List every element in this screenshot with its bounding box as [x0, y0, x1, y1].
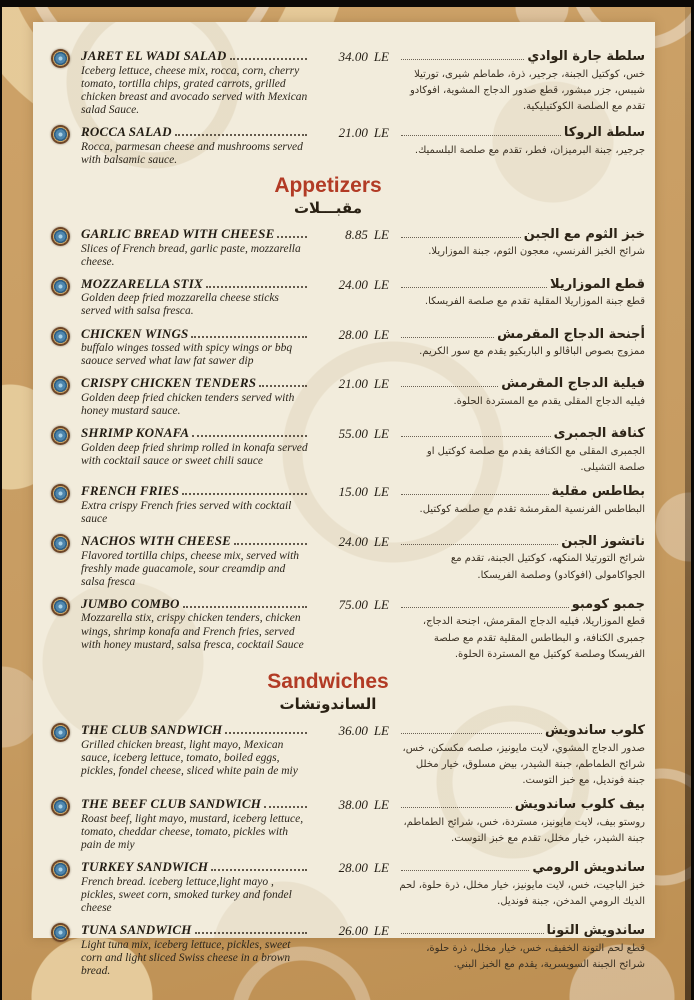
dotted-leader-ar [401, 807, 512, 808]
menu-sheet [33, 22, 655, 977]
item-price: 75.00 [338, 596, 368, 612]
item-currency: LE [373, 276, 389, 292]
item-description-ar: فيليه الدجاج المقلى يقدم مع المستردة الحلوة. [453, 395, 645, 407]
menu-item [51, 375, 645, 418]
item-currency: LE [373, 860, 389, 876]
menu-item [51, 859, 645, 915]
item-description-en: Golden deep fried chicken tenders served with honey mustard sauce. [81, 391, 295, 418]
medallion-bullet-icon [51, 860, 70, 879]
item-arabic-block [397, 859, 645, 910]
item-currency: LE [373, 376, 389, 392]
dotted-leader [277, 236, 307, 238]
item-currency: LE [373, 49, 389, 64]
item-english-block [81, 276, 309, 319]
dotted-leader-ar [401, 386, 498, 387]
bullet-wrap [51, 276, 81, 296]
item-english-block [81, 375, 309, 418]
item-english-block [81, 796, 309, 852]
item-name-ar: ناتشوز الجبن [561, 533, 645, 549]
dotted-leader [191, 336, 307, 338]
item-english-block [81, 48, 309, 117]
dotted-leader [182, 493, 307, 495]
dotted-leader [234, 543, 307, 545]
item-name-ar: أجنحة الدجاج المقرمش [497, 326, 645, 342]
item-english-block [81, 596, 309, 652]
dotted-leader [183, 606, 307, 608]
item-price-block [309, 722, 397, 739]
bullet-wrap [51, 124, 81, 144]
bullet-wrap [51, 483, 81, 503]
item-price-block [309, 796, 397, 813]
item-arabic-block [397, 722, 645, 789]
item-english-block [81, 226, 309, 269]
item-description-ar: جرجير، جبنة البرميزان، فطر، تقدم مع صلصة البلسميك. [414, 144, 645, 156]
menu-item [51, 124, 645, 167]
item-arabic-block [397, 596, 645, 663]
item-price-block [309, 533, 397, 550]
section-items [51, 48, 645, 167]
item-arabic-block [397, 533, 645, 584]
section-items [51, 226, 645, 663]
item-description-en: Slices of French bread, garlic paste, mozzarella cheese. [81, 242, 301, 268]
item-english-block [81, 922, 309, 978]
bullet-wrap [51, 326, 81, 346]
item-name-ar: جمبو كومبو [571, 596, 645, 612]
bullet-wrap [51, 533, 81, 553]
item-currency: LE [373, 723, 389, 739]
item-description-en: Extra crispy French fries served with cocktail sauce [81, 499, 292, 525]
bullet-wrap [51, 425, 81, 445]
item-description-ar: خس، كوكتيل الجبنة، جرجير، ذرة، طماطم شيرى، تورتيلا شيبس، جزر مبشور، قطع صدور الدجاج المشوية، افوكادو تقدم مع الصلصة الكوكتيليكية. [409, 68, 645, 112]
section-title-en: Appetizers [274, 173, 382, 197]
dotted-leader-ar [401, 494, 549, 495]
dotted-leader-ar [401, 337, 494, 338]
item-price-block [309, 483, 397, 500]
item-price: 15.00 [338, 484, 368, 500]
item-price: 28.00 [338, 326, 368, 342]
bullet-wrap [51, 375, 81, 395]
item-description-en: French bread. iceberg lettuce,light mayo , pickles, sweet corn, smoked turkey and fondel cheese [81, 875, 292, 914]
menu-item [51, 326, 645, 369]
item-name-ar: فيلية الدجاج المقرمش [501, 376, 645, 392]
item-description-ar: البطاطس الفرنسية المقرمشة تقدم مع صلصة كوكتيل. [419, 503, 645, 515]
item-price: 55.00 [338, 426, 368, 442]
item-name-ar: كنافة الجمبرى [553, 426, 645, 442]
item-arabic-block [397, 483, 645, 518]
item-english-block [81, 326, 309, 369]
item-currency: LE [373, 797, 389, 813]
item-name-en: SHRIMP KONAFA [81, 425, 190, 441]
menu-item [51, 276, 645, 319]
menu-item [51, 922, 645, 978]
dotted-leader-ar [401, 607, 569, 608]
item-description-ar: صدور الدجاج المشوي، لايت مايونيز، صلصه مكسكن، خس، شرائح الطماطم، جبنة الشيدر، بيض مسلوق، خيار مخلل جبنة فونديل، مع خبز التوست. [402, 742, 645, 786]
item-arabic-block [397, 48, 645, 115]
item-name-ar: بطاطس مقلية [551, 484, 645, 500]
menu-section-appetizers [51, 174, 645, 663]
section-title-ar: الساندوتشات [279, 695, 377, 714]
menu-body [51, 48, 645, 978]
item-description-en: Iceberg lettuce, cheese mix, rocca, corn, cherry tomato, tortilla chips, grated carrots, grilled chicken breast and avocado served with Mexican salad Sauce. [81, 64, 308, 116]
menu-item [51, 48, 645, 117]
dotted-leader-ar [401, 436, 551, 437]
item-description-ar: شرائح الخبز الفرنسي، معجون الثوم، جبنة الموزاريلا. [428, 246, 645, 258]
item-description-ar: قطع جبنة الموزاريلا المقلية تقدم مع صلصة الفريسكا. [424, 296, 645, 308]
menu-section-sandwiches [51, 670, 645, 978]
dotted-leader-ar [401, 237, 521, 238]
item-arabic-block [397, 425, 645, 476]
item-description-en: Light tuna mix, iceberg lettuce, pickles, sweet corn and light sliced Swiss cheese in a brown bread. [81, 938, 291, 977]
dotted-leader-ar [401, 59, 524, 60]
dotted-leader-ar [401, 544, 558, 545]
item-price-block [309, 922, 397, 939]
section-header-sandwiches [51, 670, 605, 713]
dotted-leader-ar [401, 733, 542, 734]
item-price: 34.00 [338, 49, 368, 64]
menu-item [51, 796, 645, 852]
item-english-block [81, 859, 309, 915]
dotted-leader [175, 134, 307, 136]
bullet-wrap [51, 922, 81, 942]
dotted-leader [206, 286, 307, 288]
medallion-bullet-icon [51, 376, 70, 395]
item-description-ar: قطع الموزاريلا، فيليه الدجاج المقرمش، اجنحة الدجاج، جمبرى الكنافة، و البطاطس المقلية تقدم مع صلصة الفريسكا وصلصة كوكتيل مع المستردة الحلوة. [422, 616, 645, 660]
item-currency: LE [373, 596, 389, 612]
item-price: 21.00 [338, 376, 368, 392]
menu-page-photo [2, 7, 691, 1000]
medallion-bullet-icon [51, 227, 70, 246]
item-name-ar: كلوب ساندويش [544, 723, 645, 739]
menu-item [51, 226, 645, 269]
item-description-en: Golden deep fried mozzarella cheese sticks served with salsa fresca. [81, 292, 279, 318]
menu-section-salads [51, 48, 645, 167]
section-items [51, 722, 645, 978]
item-price: 8.85 [345, 226, 368, 242]
medallion-bullet-icon [51, 49, 70, 68]
item-currency: LE [373, 426, 389, 442]
bullet-wrap [51, 596, 81, 616]
item-price-block [309, 226, 397, 243]
item-name-en: TURKEY SANDWICH [81, 859, 209, 875]
bullet-wrap [51, 722, 81, 742]
item-name-ar: قطع الموزاريلا [550, 276, 645, 292]
menu-item [51, 425, 645, 476]
bullet-wrap [51, 859, 81, 879]
item-description-ar: خبز الباجيت، خس، لايت مايونيز، خيار مخلل، ذرة حلوة، لحم الديك الرومي المدخن، جبنة فونديل. [399, 879, 645, 907]
item-name-ar: ساندويش الرومي [532, 860, 645, 876]
item-name-ar: ساندويش التونا [546, 923, 645, 938]
bullet-wrap [51, 796, 81, 816]
item-name-en: THE CLUB SANDWICH [81, 722, 223, 738]
item-arabic-block [397, 276, 645, 311]
item-price: 21.00 [338, 125, 368, 141]
item-english-block [81, 124, 309, 167]
item-arabic-block [397, 326, 645, 361]
menu-item [51, 483, 645, 526]
item-price: 38.00 [338, 797, 368, 813]
dotted-leader-ar [401, 135, 561, 136]
item-currency: LE [373, 484, 389, 500]
item-currency: LE [373, 125, 389, 141]
item-price-block [309, 596, 397, 613]
dotted-leader [211, 869, 307, 871]
item-price: 26.00 [338, 923, 368, 938]
dotted-leader [259, 385, 307, 387]
item-price-block [309, 326, 397, 343]
item-name-en: FRENCH FRIES [81, 483, 180, 499]
dotted-leader [230, 58, 307, 60]
dotted-leader [264, 806, 307, 808]
section-title-en: Sandwiches [267, 669, 389, 693]
menu-item [51, 722, 645, 789]
item-description-en: Rocca, parmesan cheese and mushrooms served with balsamic sauce. [81, 140, 303, 166]
item-english-block [81, 533, 309, 589]
item-price: 36.00 [338, 723, 368, 739]
section-title-ar: مقبـــلات [293, 198, 363, 217]
item-name-en: MOZZARELLA STIX [81, 275, 203, 291]
item-description-en: Flavored tortilla chips, cheese mix, served with freshly made guacamole, sour creamdip and salsa fresca [81, 549, 300, 588]
item-description-en: Golden deep fried shrimp rolled in konafa served with cocktail sauce or sweet chili sauce [81, 441, 308, 467]
bullet-wrap [51, 226, 81, 246]
item-price: 24.00 [338, 533, 368, 549]
dotted-leader [192, 435, 307, 437]
item-price: 24.00 [338, 276, 368, 292]
dotted-leader-ar [401, 870, 529, 871]
item-english-block [81, 425, 309, 468]
bullet-wrap [51, 48, 81, 68]
item-name-en: ROCCA SALAD [81, 124, 172, 140]
item-name-en: GARLIC BREAD WITH CHEESE [81, 225, 275, 241]
item-description-ar: الجمبرى المقلى مع الكنافة يقدم مع صلصة كوكتيل او صلصة التشيلى. [426, 445, 645, 473]
item-name-en: CHICKEN WINGS [81, 325, 189, 341]
item-price-block [309, 859, 397, 876]
item-currency: LE [373, 226, 389, 242]
item-description-en: buffalo winges tossed with spicy wings or bbq saouce served what law fat sawer dip [81, 342, 293, 368]
dotted-leader-ar [401, 933, 544, 934]
medallion-bullet-icon [51, 327, 70, 346]
medallion-bullet-icon [51, 125, 70, 144]
dotted-leader [225, 732, 307, 734]
item-name-en: CRISPY CHICKEN TENDERS [81, 375, 257, 391]
item-description-en: Roast beef, light mayo, mustard, iceberg lettuce, tomato, cheddar cheese, tomato, pickles with pain de miy [81, 812, 304, 851]
medallion-bullet-icon [51, 923, 70, 942]
item-price: 28.00 [338, 860, 368, 876]
medallion-bullet-icon [51, 277, 70, 296]
item-price-block [309, 276, 397, 293]
item-name-en: THE BEEF CLUB SANDWICH [81, 796, 262, 812]
item-name-ar: خبز الثوم مع الجبن [523, 226, 645, 242]
medallion-bullet-icon [51, 426, 70, 445]
item-name-ar: سلطة جارة الوادي [527, 49, 645, 64]
item-name-en: NACHOS WITH CHEESE [81, 532, 232, 548]
item-description-ar: شرائح التورتيلا المنكهه، كوكتيل الجبنة، تقدم مع الجواكامولى (افوكادو) وصلصة الفريسكا. [450, 553, 645, 581]
item-currency: LE [373, 923, 389, 938]
item-arabic-block [397, 226, 645, 261]
item-arabic-block [397, 796, 645, 847]
item-description-ar: قطع لحم التونة الخفيف، خس، خيار مخلل، ذرة حلوة، شرائح الجبنة السويسرية، يقدم مع الخبز البني. [426, 942, 645, 970]
medallion-bullet-icon [51, 723, 70, 742]
item-english-block [81, 483, 309, 526]
item-name-en: JARET EL WADI SALAD [81, 48, 227, 63]
section-header-appetizers [51, 174, 605, 217]
item-name-en: JUMBO COMBO [81, 595, 180, 611]
item-description-ar: روستو بيف، لايت مايونيز، مستردة، خس، شرائح الطماطم، جبنة الشيدر، خيار مخلل، تقدم مع خبز التوست. [403, 816, 645, 844]
item-name-en: TUNA SANDWICH [81, 922, 192, 937]
item-price-block [309, 48, 397, 65]
item-description-en: Grilled chicken breast, light mayo, Mexican sauce, iceberg lettuce, tomato, boiled eggs, pickles, fondel cheese, sliced white pain de miy [81, 738, 298, 777]
item-english-block [81, 722, 309, 778]
dotted-leader-ar [401, 287, 547, 288]
dotted-leader [195, 932, 307, 934]
item-name-ar: سلطة الروكا [563, 125, 645, 141]
item-description-en: Mozzarella stix, crispy chicken tenders, chicken wings, shrimp konafa and French fries, served with honey mustard, salsa fresca, cocktail Sauce [81, 612, 304, 651]
menu-item [51, 533, 645, 589]
menu-item [51, 596, 645, 663]
item-description-ar: ممزوج بصوص الباڤالو و الباربكيو يقدم مع سور الكريم. [419, 346, 645, 358]
medallion-bullet-icon [51, 597, 70, 616]
item-currency: LE [373, 326, 389, 342]
item-price-block [309, 425, 397, 442]
item-arabic-block [397, 124, 645, 159]
item-price-block [309, 375, 397, 392]
item-currency: LE [373, 533, 389, 549]
item-price-block [309, 124, 397, 141]
medallion-bullet-icon [51, 484, 70, 503]
medallion-bullet-icon [51, 797, 70, 816]
item-arabic-block [397, 375, 645, 410]
medallion-bullet-icon [51, 534, 70, 553]
item-arabic-block [397, 922, 645, 973]
item-name-ar: بيف كلوب ساندويش [514, 797, 645, 813]
